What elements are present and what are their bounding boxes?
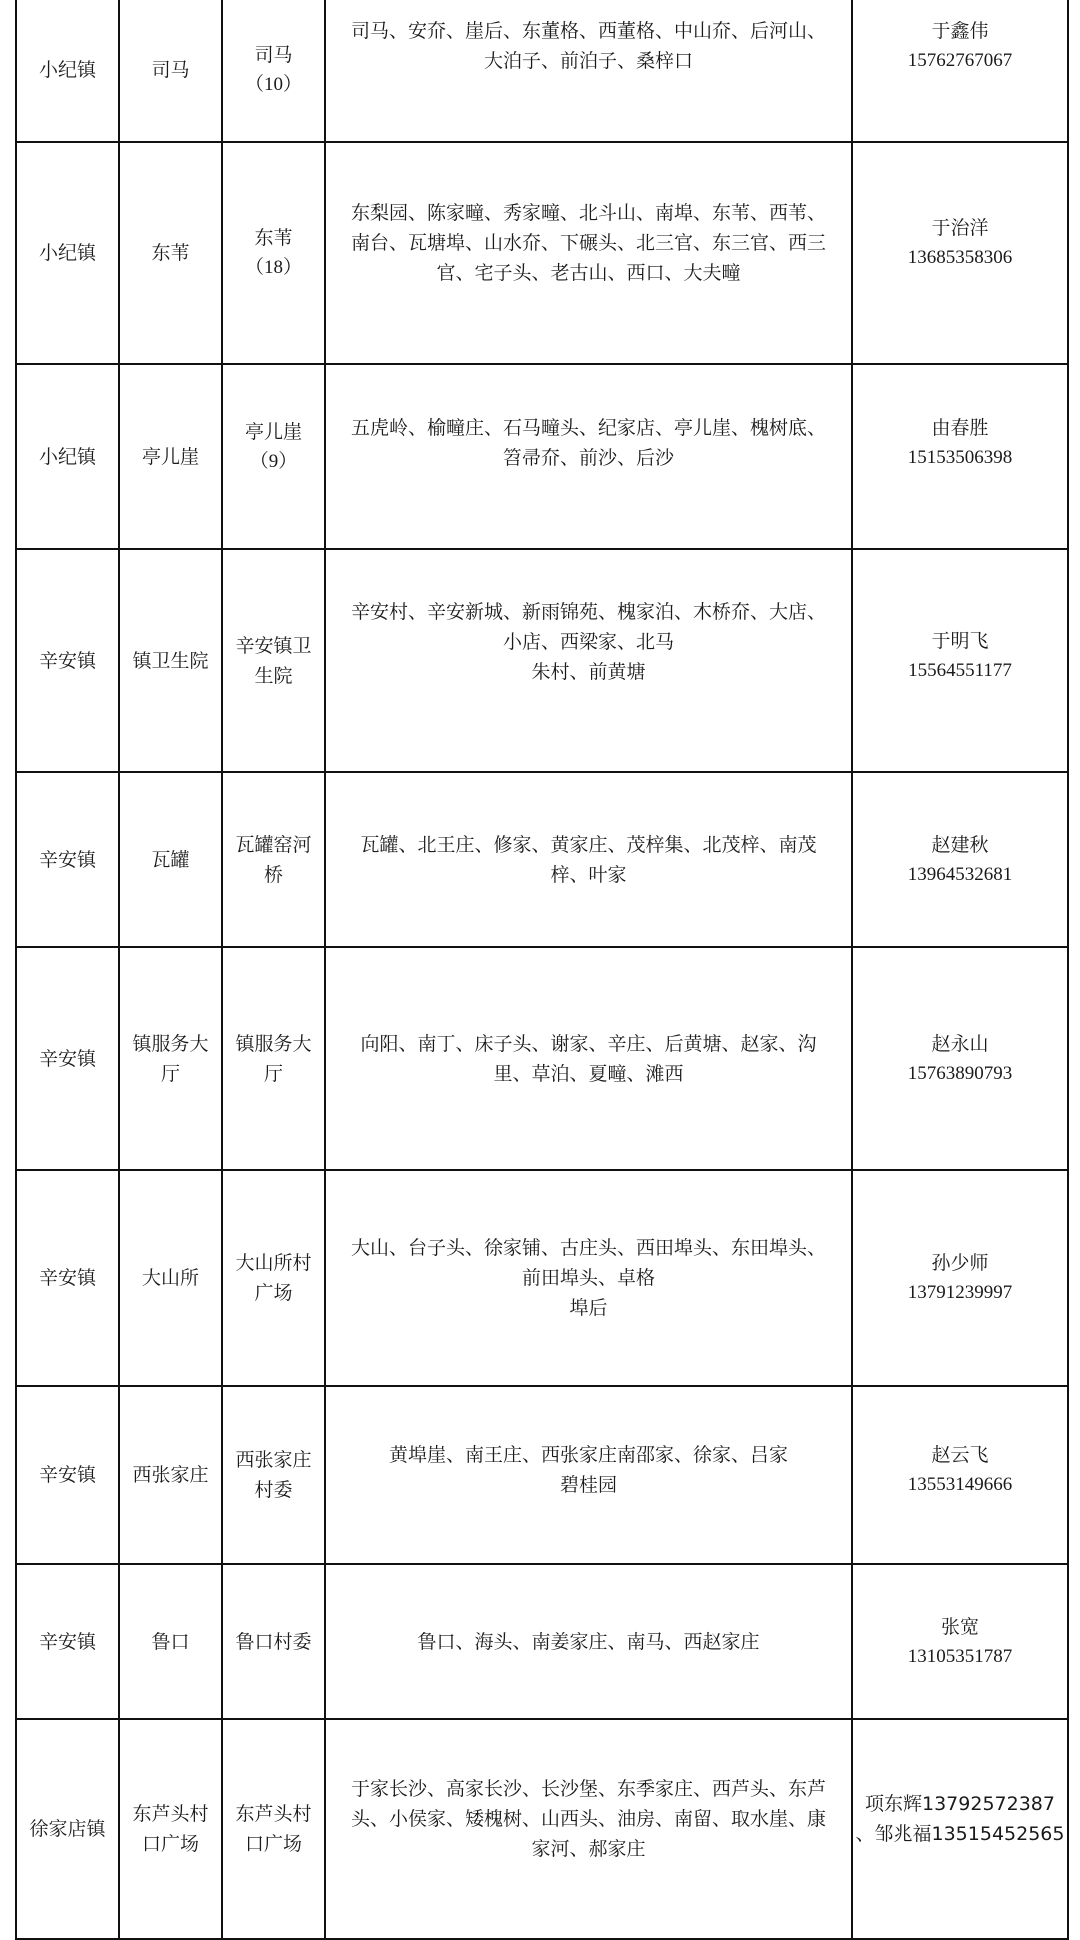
table-row bbox=[16, 0, 1068, 142]
villages-cell bbox=[325, 1719, 852, 1939]
contact-cell bbox=[852, 1386, 1068, 1564]
table-row bbox=[16, 1170, 1068, 1386]
site-cell: 瓦罐窑河桥 bbox=[222, 772, 325, 947]
villages-cell bbox=[325, 947, 852, 1170]
contact-cell bbox=[852, 142, 1068, 364]
villages-line: 司马、安夼、崖后、东董格、西董格、中山夼、后河山、 bbox=[350, 20, 826, 42]
villages-line: 梓、叶家 bbox=[550, 863, 627, 886]
site-cell: 辛安镇卫生院 bbox=[222, 549, 325, 772]
site-cell bbox=[222, 364, 325, 549]
service-points-table bbox=[15, 0, 1069, 1940]
contact-cell bbox=[852, 0, 1068, 142]
area-cell: 鲁口 bbox=[119, 1564, 222, 1719]
table-row bbox=[16, 947, 1068, 1170]
villages-cell bbox=[325, 1170, 852, 1386]
site-cell: 鲁口村委 bbox=[222, 1564, 325, 1719]
contact-name: 、邹兆福13515452565 bbox=[855, 1823, 1065, 1845]
contact-cell bbox=[852, 364, 1068, 549]
area-cell: 东芦头村口广场 bbox=[119, 1719, 222, 1939]
town-cell: 辛安镇 bbox=[16, 1386, 119, 1564]
area-cell: 司马 bbox=[119, 0, 222, 142]
contact-name: 由春胜 bbox=[931, 416, 989, 439]
town-cell: 辛安镇 bbox=[16, 947, 119, 1170]
table-row bbox=[16, 772, 1068, 947]
table-row bbox=[16, 1386, 1068, 1564]
villages-line: 官、宅子头、老古山、西口、大夫疃 bbox=[436, 262, 741, 284]
contact-cell bbox=[852, 772, 1068, 947]
table-row bbox=[16, 1719, 1068, 1939]
contact-name: 赵永山 bbox=[931, 1032, 989, 1055]
contact-cell bbox=[852, 549, 1068, 772]
villages-line: 鲁口、海头、南姜家庄、南马、西赵家庄 bbox=[417, 1630, 760, 1653]
villages-line: 小店、西梁家、北马 bbox=[502, 630, 674, 653]
town-cell: 小纪镇 bbox=[16, 0, 119, 142]
site-cell: 东芦头村口广场 bbox=[222, 1719, 325, 1939]
area-cell: 瓦罐 bbox=[119, 772, 222, 947]
site-name: 亭儿崖 bbox=[244, 420, 302, 443]
table-row bbox=[16, 549, 1068, 772]
area-cell: 东苇 bbox=[119, 142, 222, 364]
town-cell: 小纪镇 bbox=[16, 142, 119, 364]
villages-cell bbox=[325, 364, 852, 549]
villages-cell bbox=[325, 549, 852, 772]
town-cell: 小纪镇 bbox=[16, 364, 119, 549]
contact-phone: 13964532681 bbox=[907, 863, 1013, 885]
villages-line: 南台、瓦塘埠、山水夼、下碾头、北三官、东三官、西三 bbox=[350, 232, 826, 254]
site-count: （9） bbox=[249, 450, 298, 472]
villages-line: 埠后 bbox=[569, 1297, 608, 1319]
town-cell: 辛安镇 bbox=[16, 549, 119, 772]
contact-phone: 13553149666 bbox=[907, 1474, 1013, 1495]
contact-phone: 13105351787 bbox=[907, 1645, 1013, 1667]
area-cell: 镇服务大厅 bbox=[119, 947, 222, 1170]
table-row bbox=[16, 142, 1068, 364]
site-cell: 西张家庄村委 bbox=[222, 1386, 325, 1564]
villages-line: 东梨园、陈家疃、秀家疃、北斗山、南埠、东苇、西苇、 bbox=[350, 202, 826, 224]
villages-line: 头、小侯家、矮槐树、山西头、油房、南留、取水崖、康 bbox=[350, 1808, 826, 1830]
villages-line: 笤帚夼、前沙、后沙 bbox=[502, 446, 674, 469]
site-cell: 镇服务大厅 bbox=[222, 947, 325, 1170]
town-cell: 辛安镇 bbox=[16, 772, 119, 947]
site-count: （18） bbox=[244, 257, 302, 278]
contact-name: 张宽 bbox=[940, 1615, 979, 1638]
town-cell: 辛安镇 bbox=[16, 1564, 119, 1719]
site-cell bbox=[222, 142, 325, 364]
contact-phone: 13791239997 bbox=[907, 1282, 1013, 1303]
contact-name: 于鑫伟 bbox=[931, 20, 989, 42]
contact-name: 赵建秋 bbox=[931, 833, 989, 856]
villages-line: 碧桂园 bbox=[559, 1474, 617, 1496]
contact-name: 孙少师 bbox=[931, 1252, 989, 1274]
site-cell bbox=[222, 0, 325, 142]
contact-phone: 15564551177 bbox=[908, 659, 1012, 681]
contact-name: 于治洋 bbox=[931, 217, 989, 239]
villages-line: 瓦罐、北王庄、修家、黄家庄、茂梓集、北茂梓、南茂 bbox=[360, 833, 817, 856]
villages-cell bbox=[325, 142, 852, 364]
area-cell: 亭儿崖 bbox=[119, 364, 222, 549]
site-count: （10） bbox=[244, 73, 302, 95]
contact-phone: 15763890793 bbox=[907, 1062, 1013, 1084]
villages-line: 大山、台子头、徐家铺、古庄头、西田埠头、东田埠头、 bbox=[350, 1237, 826, 1259]
site-name: 东苇 bbox=[254, 227, 293, 249]
villages-line: 前田埠头、卓格 bbox=[521, 1267, 655, 1289]
villages-line: 黄埠崖、南王庄、西张家庄南邵家、徐家、吕家 bbox=[388, 1444, 788, 1466]
villages-line: 辛安村、辛安新城、新雨锦苑、槐家泊、木桥夼、大店、 bbox=[350, 600, 826, 623]
town-cell: 徐家店镇 bbox=[16, 1719, 119, 1939]
contact-phone: 13685358306 bbox=[907, 247, 1013, 268]
site-cell: 大山所村广场 bbox=[222, 1170, 325, 1386]
contact-cell bbox=[852, 1719, 1068, 1939]
contact-name: 项东辉13792572387 bbox=[865, 1793, 1055, 1815]
contact-cell bbox=[852, 947, 1068, 1170]
villages-cell bbox=[325, 772, 852, 947]
villages-cell bbox=[325, 0, 852, 142]
area-cell: 西张家庄 bbox=[119, 1386, 222, 1564]
area-cell: 大山所 bbox=[119, 1170, 222, 1386]
villages-cell bbox=[325, 1564, 852, 1719]
contact-cell bbox=[852, 1170, 1068, 1386]
villages-line: 朱村、前黄塘 bbox=[531, 660, 646, 683]
table-row bbox=[16, 364, 1068, 549]
villages-line: 家河、郝家庄 bbox=[531, 1838, 646, 1860]
contact-name: 赵云飞 bbox=[931, 1444, 989, 1466]
villages-line: 五虎岭、榆疃庄、石马疃头、纪家店、亭儿崖、槐树底、 bbox=[350, 416, 826, 439]
villages-line: 于家长沙、高家长沙、长沙堡、东季家庄、西芦头、东芦 bbox=[350, 1778, 826, 1800]
villages-line: 里、草泊、夏疃、滩西 bbox=[493, 1062, 684, 1085]
villages-cell bbox=[325, 1386, 852, 1564]
villages-line: 大泊子、前泊子、桑梓口 bbox=[483, 50, 693, 72]
contact-name: 于明飞 bbox=[931, 629, 989, 652]
contact-phone: 15153506398 bbox=[907, 446, 1013, 468]
site-name: 司马 bbox=[254, 43, 293, 66]
villages-line: 向阳、南丁、床子头、谢家、辛庄、后黄塘、赵家、沟 bbox=[360, 1032, 817, 1055]
contact-phone: 15762767067 bbox=[907, 50, 1013, 71]
area-cell: 镇卫生院 bbox=[119, 549, 222, 772]
town-cell: 辛安镇 bbox=[16, 1170, 119, 1386]
contact-cell bbox=[852, 1564, 1068, 1719]
table-row bbox=[16, 1564, 1068, 1719]
